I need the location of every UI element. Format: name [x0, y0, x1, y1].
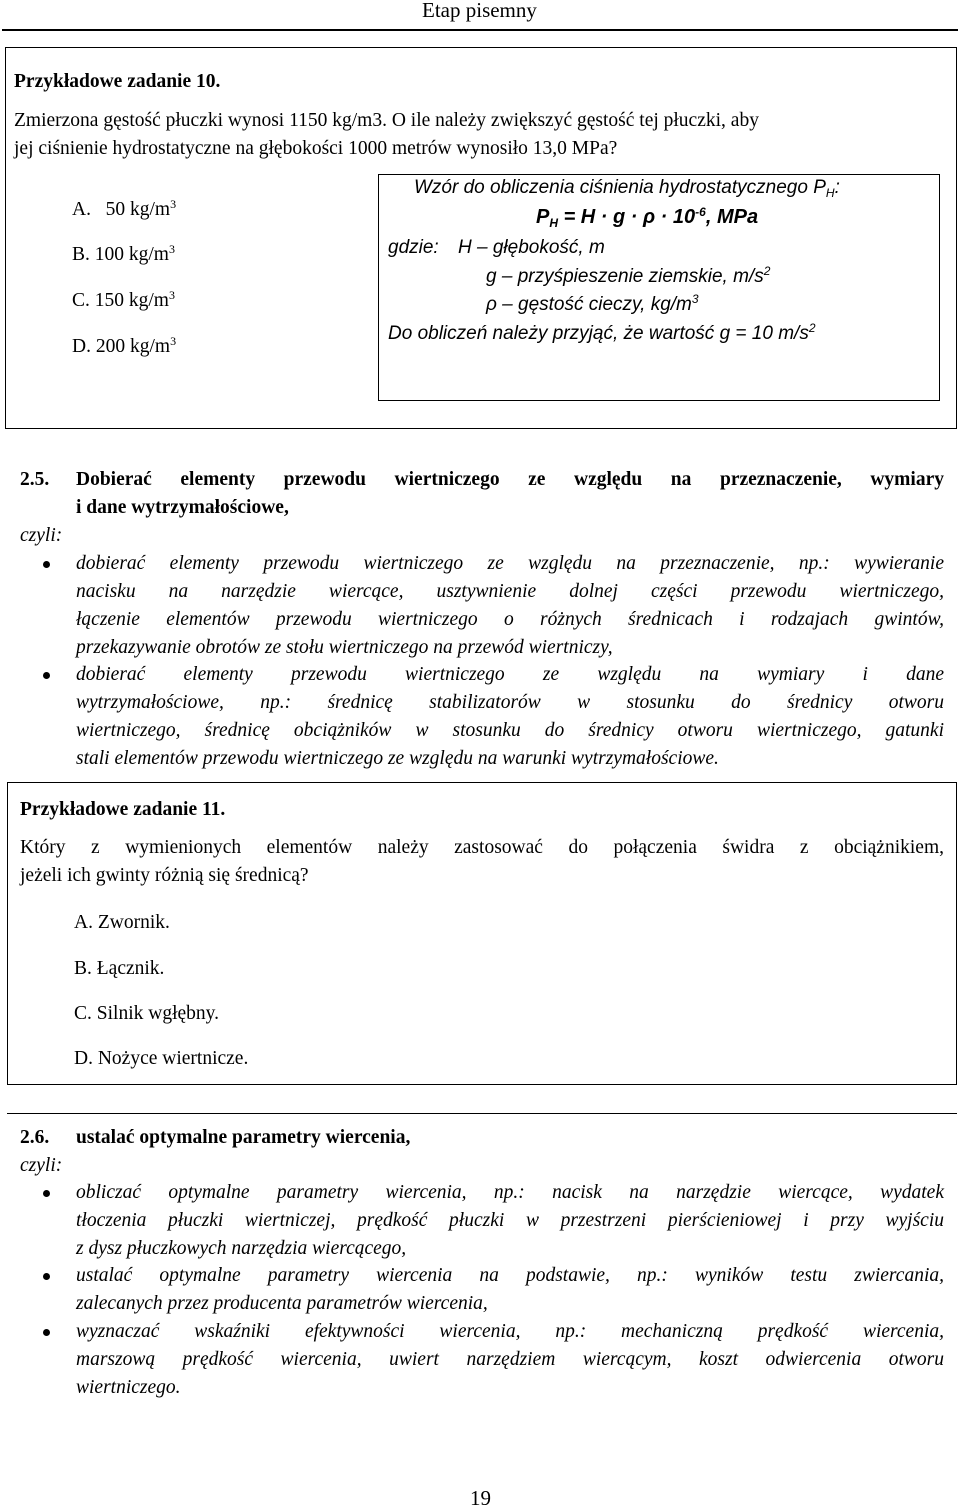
section-2-6-number: 2.6.: [20, 1127, 50, 1148]
task-10-question-line2: jej ciśnienie hydrostatyczne na głębokości 1000 metrów wynosiło 13,0 MPa?: [14, 138, 618, 159]
equation-p: P: [536, 206, 550, 228]
option-value: Łącznik.: [96, 958, 165, 979]
header-rule: [2, 29, 958, 31]
option-value: 100 kg/m: [94, 244, 169, 265]
formula-title-sub: H: [825, 186, 835, 200]
formula-note: [388, 323, 816, 345]
option-letter: D.: [72, 336, 91, 357]
option-exponent: 3: [170, 197, 177, 211]
legend-rho-text: ρ – gęstość cieczy, kg/m: [486, 294, 692, 315]
formula-note-exponent: 2: [808, 321, 816, 335]
bullet-line: wiertniczego, średnicę obciążników w stosunku do średnicy otworu wiertniczego, gatunki: [76, 720, 944, 741]
bullet-line: tłoczenia płuczki wiertniczej, prędkość płuczki w przestrzeni pierścieniowej i przy wyjściu: [76, 1210, 944, 1231]
task-11-question-line1: Który z wymienionych elementów należy zastosować do połączenia świdra z obciążnikiem,: [20, 837, 944, 858]
bullet-line: ustalać optymalne parametry wiercenia na podstawie, np.: wyników testu zwiercania,: [76, 1265, 944, 1286]
bullet-line: nacisku na narzędzie wiercące, usztywnienie dolnej części przewodu wiertniczego,: [76, 581, 944, 602]
bullet-line: wytrzymałościowe, np.: średnicę stabilizatorów w stosunku do średnicy otworu: [76, 692, 944, 713]
section-2-6-title: ustalać optymalne parametry wiercenia,: [76, 1127, 411, 1148]
formula-legend-rho: [486, 294, 699, 316]
bullet-line: stali elementów przewodu wiertniczego ze względu na warunki wytrzymałościowe.: [76, 748, 719, 769]
formula-title-colon: :: [834, 177, 840, 198]
task-10-option-c: [72, 287, 175, 315]
bullet-line: dobierać elementy przewodu wiertniczego ze względu na wymiary i dane: [76, 664, 944, 685]
section-2-5-title-line1: Dobierać elementy przewodu wiertniczego ze względu na przeznaczenie, wymiary: [76, 469, 944, 490]
formula-title: [414, 177, 840, 199]
option-letter: D.: [74, 1048, 93, 1069]
option-letter: C.: [72, 290, 90, 311]
bullet-icon: [43, 1273, 50, 1280]
legend-rho-exponent: 3: [691, 292, 699, 306]
bullet-icon: [43, 672, 50, 679]
section-2-5-czyli: czyli:: [20, 525, 63, 546]
task-10-option-a: [72, 196, 176, 224]
option-letter: B.: [74, 958, 92, 979]
formula-legend-g: [486, 266, 770, 288]
task-11-option-a: [74, 909, 170, 937]
equation-unit: , MPa: [705, 206, 759, 228]
formula-title-text: Wzór do obliczenia ciśnienia hydrostatycznego P: [414, 177, 826, 198]
formula-note-text: Do obliczeń należy przyjąć, że wartość g = 10 m/s: [388, 323, 809, 344]
option-letter: A.: [74, 912, 93, 933]
task-10-option-b: [72, 241, 175, 269]
task-11-question-line2: jeżeli ich gwinty różnią się średnicą?: [20, 865, 309, 886]
example-task-11-heading: Przykładowe zadanie 11.: [20, 799, 226, 820]
option-value: 200 kg/m: [95, 336, 171, 357]
task-11-option-c: [74, 1000, 219, 1028]
bullet-icon: [43, 1329, 50, 1336]
formula-gdzie-label: gdzie:: [388, 237, 439, 258]
formula-equation: [536, 206, 758, 229]
bullet-icon: [43, 561, 50, 568]
section-2-6-bullet-1: [76, 1179, 944, 1263]
formula-legend-h: H – głębokość, m: [458, 237, 605, 258]
section-2-5-bullet-2: [76, 661, 944, 773]
option-exponent: 3: [168, 288, 175, 302]
page-number: 19: [470, 1486, 491, 1510]
legend-g-text: g – przyśpieszenie ziemskie, m/s: [486, 266, 764, 287]
section-2-5-bullet-1: [76, 550, 944, 662]
equation-exponent: -6: [695, 205, 706, 219]
page-header-title: Etap pisemny: [422, 0, 537, 22]
section-2-5-title-line2: i dane wytrzymałościowe,: [76, 497, 289, 518]
bullet-icon: [43, 1190, 50, 1197]
example-task-10-heading: Przykładowe zadanie 10.: [14, 71, 221, 92]
equation-body: = H · g · ρ · 10: [558, 206, 696, 228]
section-2-6-bullet-2: [76, 1262, 944, 1318]
option-value: 150 kg/m: [94, 290, 169, 311]
section-2-6-rule: [7, 1113, 957, 1114]
bullet-line: marszową prędkość wiercenia, uwiert narzędziem wiercącym, koszt odwiercenia otworu: [76, 1349, 944, 1370]
bullet-line: wyznaczać wskaźniki efektywności wiercenia, np.: mechaniczną prędkość wiercenia,: [76, 1321, 944, 1342]
equation-sub: H: [549, 216, 559, 230]
option-exponent: 3: [168, 242, 175, 256]
bullet-line: z dysz płuczkowych narzędzia wiercącego,: [76, 1238, 407, 1259]
task-10-option-d: [72, 333, 176, 361]
bullet-line: przekazywanie obrotów ze stołu wiertniczego na przewód wiertniczy,: [76, 637, 613, 658]
option-value: Nożyce wiertnicze.: [97, 1048, 249, 1069]
bullet-line: dobierać elementy przewodu wiertniczego ze względu na przeznaczenie, np.: wywieranie: [76, 553, 944, 574]
section-2-6-czyli: czyli:: [20, 1155, 63, 1176]
option-letter: C.: [74, 1003, 92, 1024]
task-11-option-d: [74, 1045, 248, 1073]
legend-g-exponent: 2: [763, 264, 771, 278]
section-2-6-bullet-3: [76, 1318, 944, 1402]
option-value: Zwornik.: [97, 912, 170, 933]
bullet-line: zalecanych przez producenta parametrów wiercenia,: [76, 1293, 488, 1314]
option-letter: A.: [72, 199, 91, 220]
task-10-question-line1: Zmierzona gęstość płuczki wynosi 1150 kg/m3. O ile należy zwiększyć gęstość tej płuczki, aby: [14, 110, 759, 131]
section-2-5-number: 2.5.: [20, 469, 50, 490]
option-value: Silnik wgłębny.: [96, 1003, 220, 1024]
option-letter: B.: [72, 244, 90, 265]
bullet-line: obliczać optymalne parametry wiercenia, np.: nacisk na narzędzie wiercące, wydatek: [76, 1182, 944, 1203]
bullet-line: wiertniczego.: [76, 1377, 181, 1398]
option-value: 50 kg/m: [105, 199, 171, 220]
bullet-line: łączenie elementów przewodu wiertniczego o różnych średnicach i rodzajach gwintów,: [76, 609, 944, 630]
option-exponent: 3: [170, 334, 177, 348]
task-11-option-b: [74, 955, 164, 983]
